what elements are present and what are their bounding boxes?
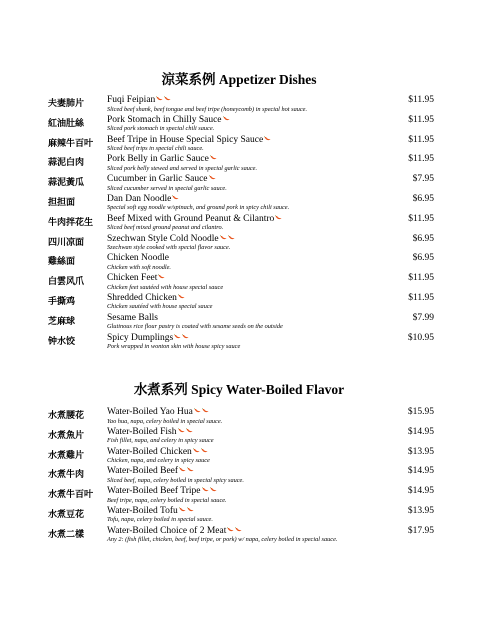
chili-pepper-icon: [186, 428, 193, 433]
chili-pepper-icon: [264, 136, 271, 141]
menu-item: [0, 466, 478, 486]
item-english-name: [107, 174, 216, 184]
item-price: $6.95: [412, 253, 434, 264]
item-english-name: [107, 194, 179, 204]
item-description: Chicken with soft noodle.: [107, 263, 172, 271]
item-description: Any 2: (fish fillet, chicken, beef, beef tripe, or pork) w/ napa, celery boiled in special sauce.: [107, 536, 338, 544]
item-description: Beef tripe, napa, celery boiled in special sauce.: [107, 496, 227, 504]
item-name-text: Chicken Feet: [107, 273, 158, 284]
chili-pepper-icon: [201, 448, 208, 453]
item-english-name: [107, 313, 158, 323]
chili-pepper-icon: [194, 408, 201, 413]
menu-item: [0, 407, 478, 427]
item-chinese-name: 蒜泥黃瓜: [48, 178, 85, 189]
menu-item: [0, 313, 478, 333]
item-chinese-name: 钟水饺: [48, 336, 76, 347]
chili-pepper-icon: [223, 116, 230, 121]
item-description: Yao hua, napa, celery boiled in special sauce.: [107, 417, 223, 425]
item-price: $11.95: [408, 95, 434, 105]
chili-pepper-icon: [178, 294, 185, 299]
menu-item: [0, 293, 478, 313]
item-description: Fish fillet, napa, and celery in spicy sauce: [107, 437, 214, 445]
section-title-appetizer: 涼菜系例 Appetizer Dishes: [161, 72, 317, 87]
item-price: $7.95: [412, 174, 434, 185]
chili-pepper-icon: [187, 467, 194, 472]
chili-pepper-icon: [227, 527, 234, 532]
item-english-name: [107, 447, 208, 457]
item-name-text: Water-Boiled Tofu: [107, 505, 178, 516]
item-chinese-name: 水煮雞片: [48, 450, 85, 461]
chili-pepper-icon: [210, 487, 217, 492]
menu-item: [0, 486, 478, 506]
item-english-name: [107, 214, 282, 224]
item-price: $6.95: [412, 193, 434, 204]
item-chinese-name: 担担面: [48, 197, 76, 208]
chili-pepper-icon: [158, 274, 165, 279]
chili-pepper-icon: [156, 96, 163, 101]
item-description: Chicken feet sautéed with house special sauce: [107, 283, 224, 291]
chili-pepper-icon: [220, 235, 227, 240]
item-name-text: Beef Tripe in House Special Spicy Sauce: [107, 134, 264, 145]
item-description: Chicken sautéed with house special sauce: [107, 303, 213, 311]
item-name-text: Water-Boiled Beef Tripe: [107, 486, 201, 497]
item-price: $11.95: [408, 114, 434, 125]
menu-item: [0, 506, 478, 526]
item-name-text: Pork Stomach in Chilly Sauce: [107, 114, 222, 125]
item-description: Sliced pork belly stewed and served in special garlic sauce.: [107, 164, 258, 172]
chili-pepper-icon: [275, 215, 282, 220]
item-chinese-name: 水煮魚片: [48, 430, 85, 441]
chili-pepper-icon: [209, 175, 216, 180]
item-price: $11.95: [408, 154, 434, 165]
item-name-text: Beef Mixed with Ground Peanut & Cilantro: [107, 213, 275, 224]
chili-pepper-icon: [178, 428, 185, 433]
item-chinese-name: 蒜泥白肉: [48, 158, 85, 169]
item-chinese-name: 麻辣牛百叶: [48, 138, 94, 149]
item-chinese-name: 水煮牛百叶: [48, 490, 94, 501]
item-chinese-name: 水煮二樣: [48, 529, 85, 540]
chili-pepper-icon: [210, 155, 217, 160]
chili-pepper-icon: [179, 467, 186, 472]
item-chinese-name: 水煮牛肉: [48, 470, 85, 481]
item-name-text: Szechwan Style Cold Noodle: [107, 233, 219, 244]
item-english-name: [107, 253, 169, 263]
item-description: Special soft egg noodle w/spinach, and ground pork in spicy chili sauce.: [107, 204, 290, 212]
item-description: Sliced pork stomach in special chili sauce.: [107, 125, 215, 133]
item-english-name: [107, 95, 171, 105]
chili-pepper-icon: [235, 527, 242, 532]
menu-item: [0, 447, 478, 467]
item-chinese-name: 白雲风爪: [48, 277, 85, 288]
item-chinese-name: 紅油肚絲: [48, 118, 85, 129]
item-name-text: Water-Boiled Chicken: [107, 446, 192, 457]
chili-pepper-icon: [172, 195, 179, 200]
menu-item: [0, 333, 478, 353]
item-chinese-name: 四川凉面: [48, 237, 85, 248]
item-english-name: [107, 506, 194, 516]
item-description: Glutinous rice flour pastry is coated with sesame seeds on the outside: [107, 323, 283, 331]
item-english-name: [107, 466, 194, 476]
item-chinese-name: 手撕鸡: [48, 296, 76, 307]
item-name-text: Water-Boiled Yao Hua: [107, 407, 193, 417]
item-price: $14.95: [407, 466, 434, 477]
menu-item: [0, 427, 478, 447]
item-name-text: Shredded Chicken: [107, 292, 177, 303]
item-english-name: [107, 333, 189, 343]
item-price: $11.95: [408, 292, 434, 303]
item-description: Pork wrapped in wonton skin with house spicy sauce: [107, 343, 241, 351]
item-chinese-name: 芝麻球: [48, 316, 76, 327]
item-english-name: [107, 486, 217, 496]
item-description: Sliced beef trips in special chili sauce.: [107, 145, 204, 153]
item-price: $10.95: [407, 332, 434, 343]
item-name-text: Cucumber in Garlic Sauce: [107, 174, 208, 185]
menu-item: [0, 273, 478, 293]
item-name-text: Chicken Noodle: [107, 253, 170, 264]
item-name-text: Dan Dan Noodle: [107, 193, 172, 204]
menu-item: [0, 526, 478, 546]
menu-item: [0, 234, 478, 254]
item-chinese-name: 牛肉拌花生: [48, 217, 94, 228]
chili-pepper-icon: [182, 334, 189, 339]
item-english-name: [107, 115, 230, 125]
water-boiled-list: [0, 407, 478, 546]
menu-item: [0, 154, 478, 174]
item-english-name: [107, 234, 235, 244]
chili-pepper-icon: [164, 96, 171, 101]
item-description: Chicken, napa, and celery in spicy sauce: [107, 457, 210, 465]
menu-item: [0, 115, 478, 135]
item-name-text: Spicy Dumplings: [107, 332, 174, 343]
menu-item: [0, 135, 478, 155]
item-description: Sliced beef, napa, celery boiled in special spicy sauce.: [107, 476, 244, 484]
item-price: $11.95: [408, 213, 434, 224]
item-description: Sliced beef shank, beef tongue and beef tripe (honeycomb) in special hot sauce.: [107, 105, 308, 113]
item-english-name: [107, 273, 165, 283]
menu-item: [0, 95, 478, 115]
item-price: $13.95: [407, 446, 434, 457]
appetizer-list: [0, 95, 478, 352]
menu-item: [0, 194, 478, 214]
item-price: $17.95: [407, 525, 434, 536]
item-price: $15.95: [407, 407, 434, 417]
item-description: Szechwan style cooked with special flavor sauce.: [107, 244, 231, 252]
chili-pepper-icon: [179, 507, 186, 512]
item-name-text: Water-Boiled Beef: [107, 466, 179, 477]
item-price: $11.95: [408, 273, 434, 284]
chili-pepper-icon: [228, 235, 235, 240]
item-name-text: Water-Boiled Fish: [107, 426, 177, 437]
chili-pepper-icon: [202, 408, 209, 413]
chili-pepper-icon: [187, 507, 194, 512]
item-name-text: Water-Boiled Choice of 2 Meat: [107, 525, 227, 536]
item-chinese-name: 水煮豆花: [48, 509, 85, 520]
item-description: Sliced beef mixed ground peanut and cilantro.: [107, 224, 224, 232]
menu-item: [0, 253, 478, 273]
section-title-water-boiled: 水煮系列 Spicy Water-Boiled Flavor: [133, 382, 345, 397]
item-name-text: Fuqi Feipian: [107, 95, 156, 105]
menu-item: [0, 174, 478, 194]
item-price: $14.95: [407, 486, 434, 497]
item-price: $13.95: [407, 505, 434, 516]
item-chinese-name: 雞絲面: [48, 257, 76, 268]
item-name-text: Pork Belly in Garlic Sauce: [107, 154, 209, 165]
chili-pepper-icon: [174, 334, 181, 339]
item-chinese-name: 水煮腰花: [48, 411, 85, 421]
item-english-name: [107, 407, 209, 417]
item-description: Sliced cucumber served in special garlic sauce.: [107, 184, 227, 192]
menu-item: [0, 214, 478, 234]
item-price: $7.99: [412, 312, 434, 323]
item-description: Tofu, napa, celery boiled in special sauce.: [107, 516, 213, 524]
item-chinese-name: 夫妻肺片: [48, 99, 85, 109]
item-price: $6.95: [412, 233, 434, 244]
item-price: $14.95: [407, 426, 434, 437]
item-english-name: [107, 293, 185, 303]
item-name-text: Sesame Balls: [107, 312, 158, 323]
item-english-name: [107, 526, 242, 536]
item-price: $11.95: [408, 134, 434, 145]
chili-pepper-icon: [202, 487, 209, 492]
item-english-name: [107, 427, 193, 437]
item-english-name: [107, 154, 217, 164]
item-english-name: [107, 135, 271, 145]
chili-pepper-icon: [193, 448, 200, 453]
